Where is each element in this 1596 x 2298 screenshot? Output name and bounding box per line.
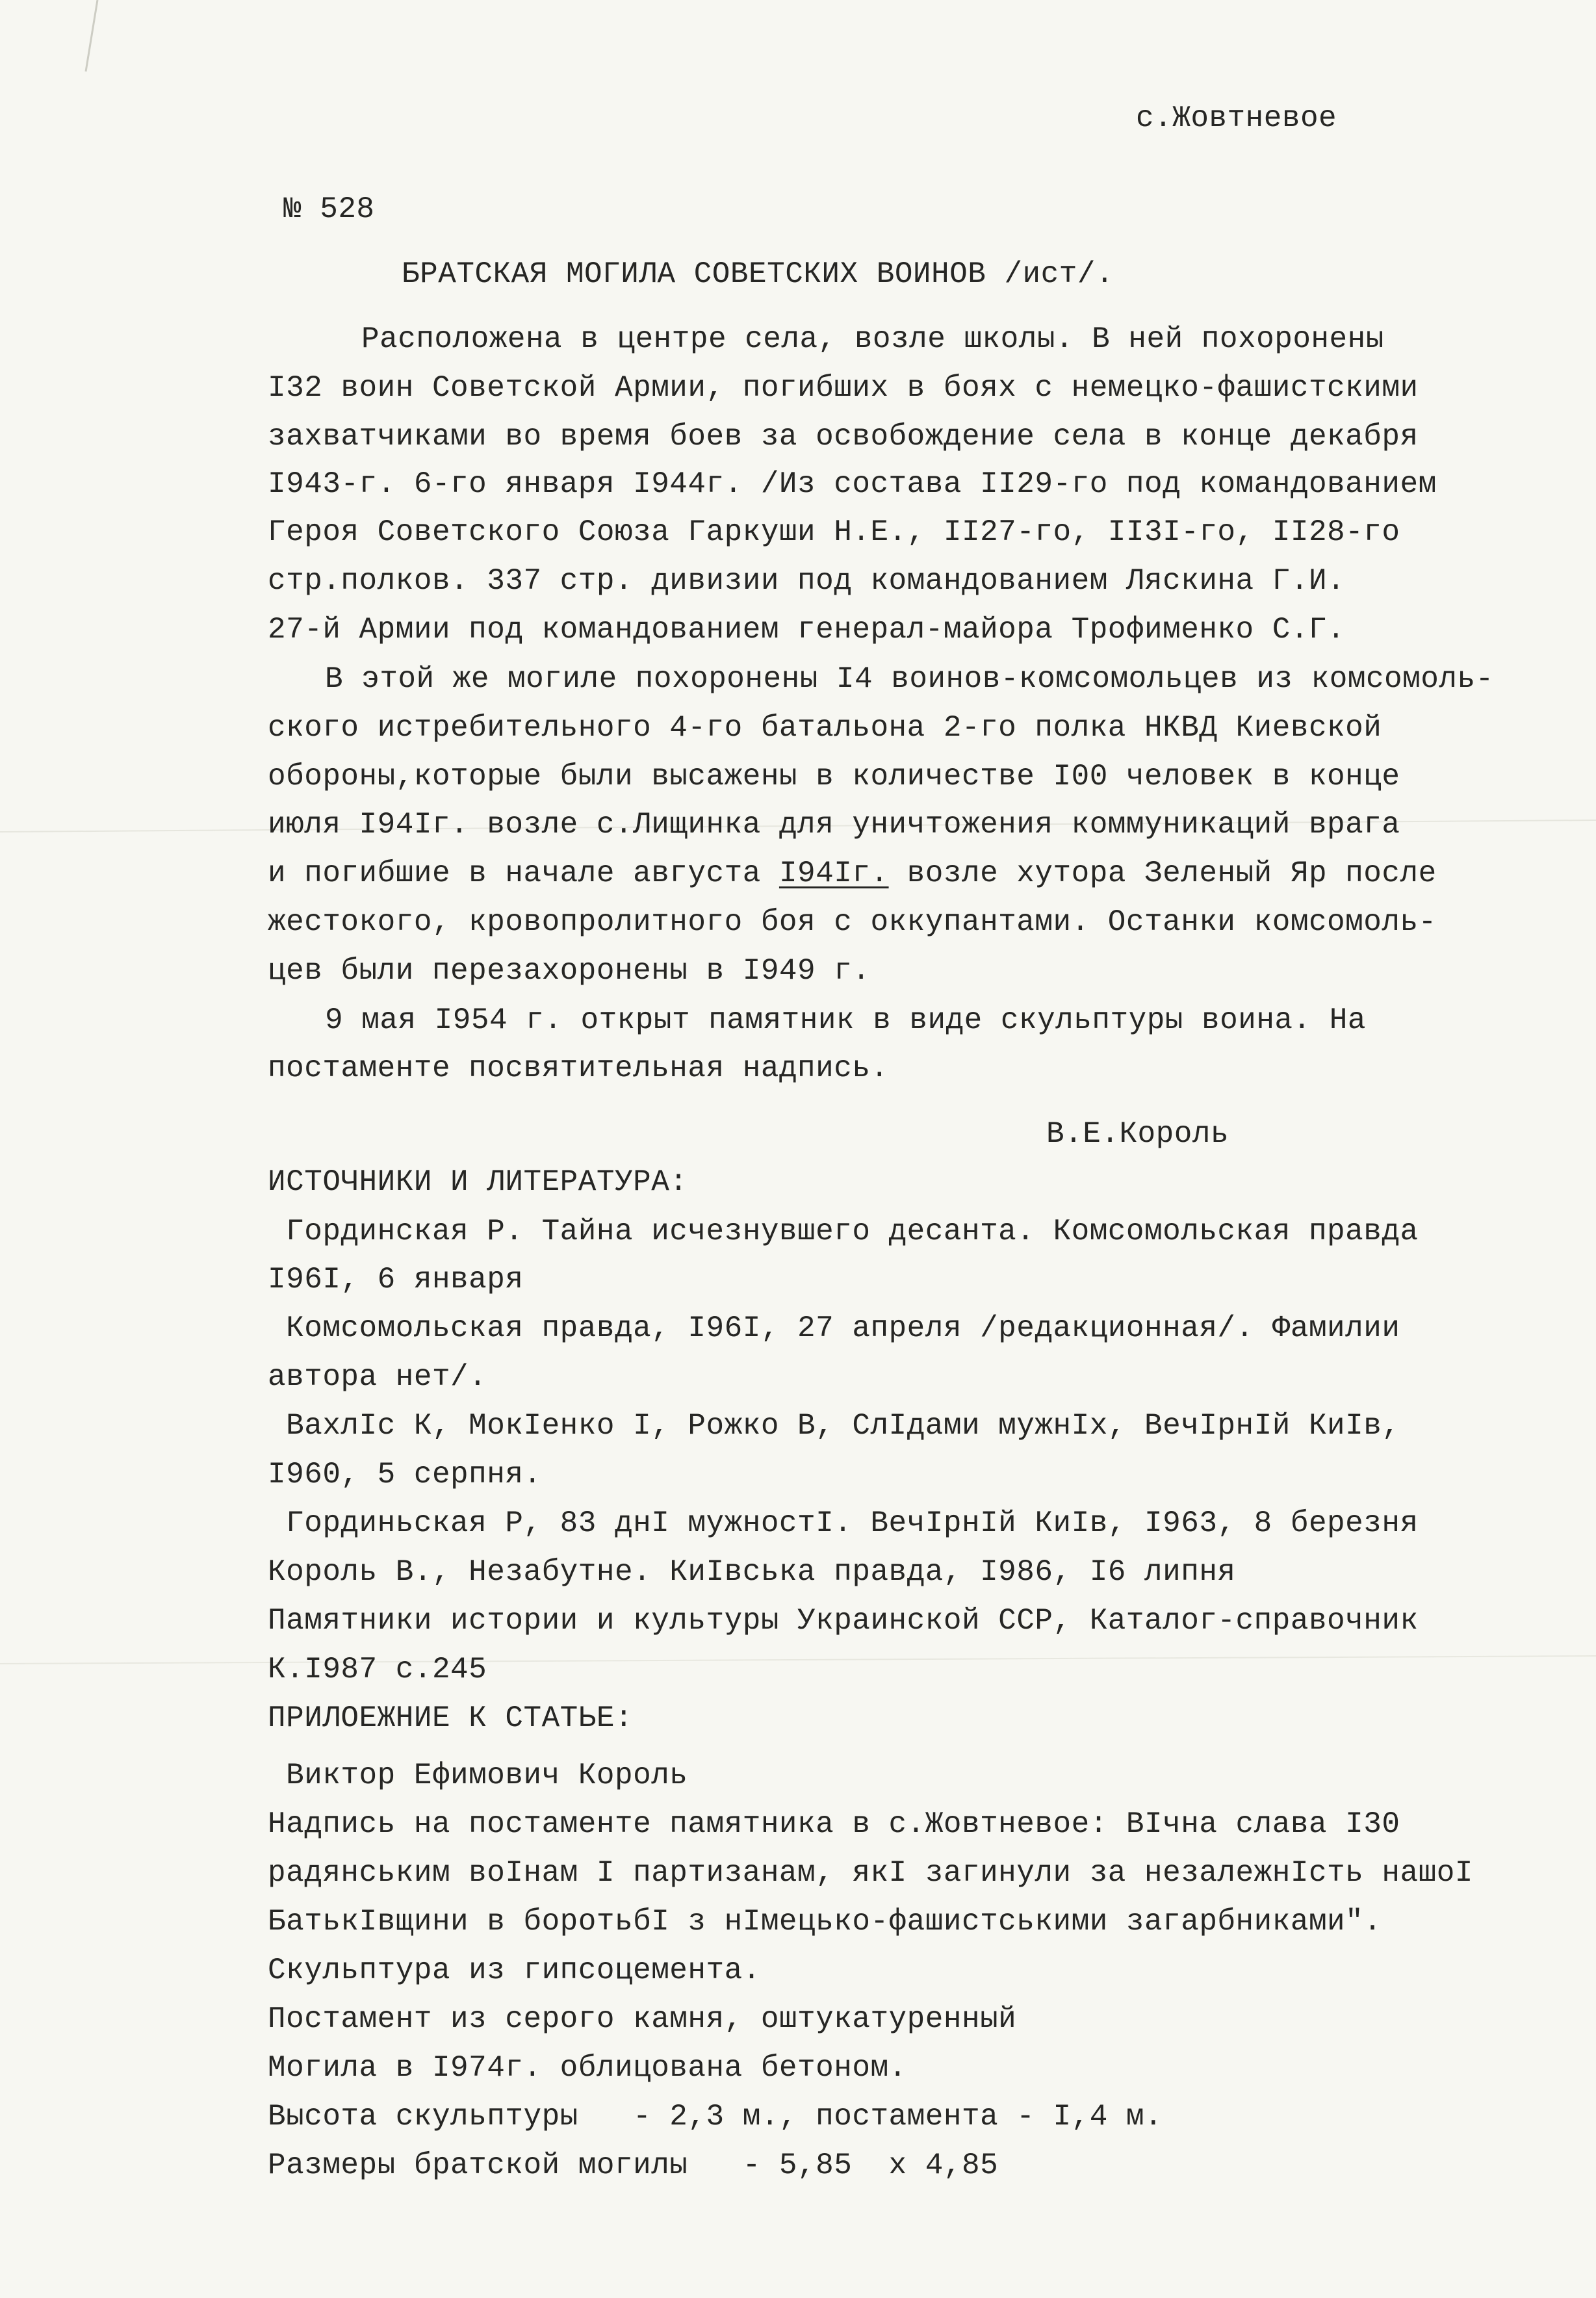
sources-heading: ИСТОЧНИКИ И ЛИТЕРАТУРА: bbox=[268, 1165, 688, 1199]
appendix-line: Надпись на постаменте памятника в с.Жовтневое: ВIчна слава I30 bbox=[268, 1807, 1400, 1841]
appendix-line: Виктор Ефимович Король bbox=[268, 1759, 688, 1792]
text-line: обороны,которые были высажены в количестве I00 человек в конце bbox=[268, 760, 1400, 794]
document-title: БРАТСКАЯ МОГИЛА СОВЕТСКИХ ВОИНОВ /ист/. bbox=[402, 257, 1114, 291]
text-segment: и погибшие в начале августа bbox=[268, 857, 779, 890]
text-line: цев были перезахоронены в I949 г. bbox=[268, 954, 871, 988]
text-line: захватчиками во время боев за освобождение села в конце декабря bbox=[268, 420, 1419, 454]
place-name: с.Жовтневое bbox=[1136, 101, 1337, 135]
text-line: 27-й Армии под командованием генерал-майора Трофименко С.Г. bbox=[268, 613, 1346, 647]
text-line: Героя Советского Союза Гаркуши Н.Е., II27-го, II3I-го, II28-го bbox=[268, 515, 1400, 549]
text-segment: возле хутора Зеленый Яр после bbox=[888, 857, 1437, 890]
appendix-line: Могила в I974г. облицована бетоном. bbox=[268, 2051, 907, 2085]
source-line: автора нет/. bbox=[268, 1360, 487, 1394]
appendix-line: Размеры братской могилы - 5,85 х 4,85 bbox=[268, 2149, 999, 2182]
text-line bbox=[268, 856, 1437, 891]
source-line: Памятники истории и культуры Украинской ССР, Каталог-справочник bbox=[268, 1604, 1419, 1638]
appendix-line: Высота скульптуры - 2,3 м., постамента - I,4 м. bbox=[268, 2100, 1163, 2134]
appendix-line: Скульптура из гипсоцемента. bbox=[268, 1954, 761, 1987]
text-line: жестокого, кровопролитного боя с оккупантами. Останки комсомоль- bbox=[268, 905, 1437, 939]
text-line: Расположена в центре села, возле школы. В ней похоронены bbox=[361, 322, 1384, 356]
appendix-line: радянським воIнам I партизанам, якI загинули за незалежнIсть нашоI bbox=[268, 1856, 1473, 1890]
source-line: Король В., Незабутне. КиIвська правда, I986, I6 липня bbox=[268, 1555, 1236, 1589]
source-line: ВахлIс К, МокIенко I, Рожко В, СлIдами мужнIх, ВечIрнIй КиIв, bbox=[268, 1409, 1400, 1443]
text-line: июля I94Iг. возле с.Лищинка для уничтожения коммуникаций врага bbox=[268, 808, 1400, 842]
text-line: В этой же могиле похоронены I4 воинов-комсомольцев из комсомоль- bbox=[325, 662, 1494, 696]
text-line: I943-г. 6-го января I944г. /Из состава II29-го под командованием bbox=[268, 467, 1437, 501]
source-line: I96I, 6 января bbox=[268, 1263, 524, 1297]
source-line: I960, 5 серпня. bbox=[268, 1458, 542, 1491]
text-line: постаменте посвятительная надпись. bbox=[268, 1052, 889, 1085]
source-line: К.I987 с.245 bbox=[268, 1653, 487, 1686]
source-line: Гординьская Р, 83 днI мужностI. ВечIрнIй КиIв, I963, 8 березня bbox=[268, 1506, 1419, 1540]
appendix-line: Постамент из серого камня, оштукатуренный bbox=[268, 2002, 1017, 2036]
source-line: Комсомольская правда, I96I, 27 апреля /редакционная/. Фамилии bbox=[268, 1311, 1400, 1345]
appendix-heading: ПРИЛОЕЖНИЕ К СТАТЬЕ: bbox=[268, 1701, 634, 1735]
author-name: В.Е.Король bbox=[1046, 1117, 1229, 1151]
document-number: № 528 bbox=[283, 192, 375, 226]
appendix-line: БатькIвщини в боротьбI з нIмецько-фашистськими загарбниками". bbox=[268, 1905, 1382, 1939]
underlined-date: I94Iг. bbox=[779, 857, 889, 890]
text-line: 9 мая I954 г. открыт памятник в виде скульптуры воина. На bbox=[325, 1003, 1366, 1037]
text-line: ского истребительного 4-го батальона 2-го полка НКВД Киевской bbox=[268, 711, 1382, 745]
text-line: стр.полков. 337 стр. дивизии под командованием Ляскина Г.И. bbox=[268, 564, 1346, 598]
source-line: Гординская Р. Тайна исчезнувшего десанта. Комсомольская правда bbox=[268, 1215, 1419, 1248]
text-line: I32 воин Советской Армии, погибших в боях с немецко-фашистскими bbox=[268, 371, 1419, 405]
